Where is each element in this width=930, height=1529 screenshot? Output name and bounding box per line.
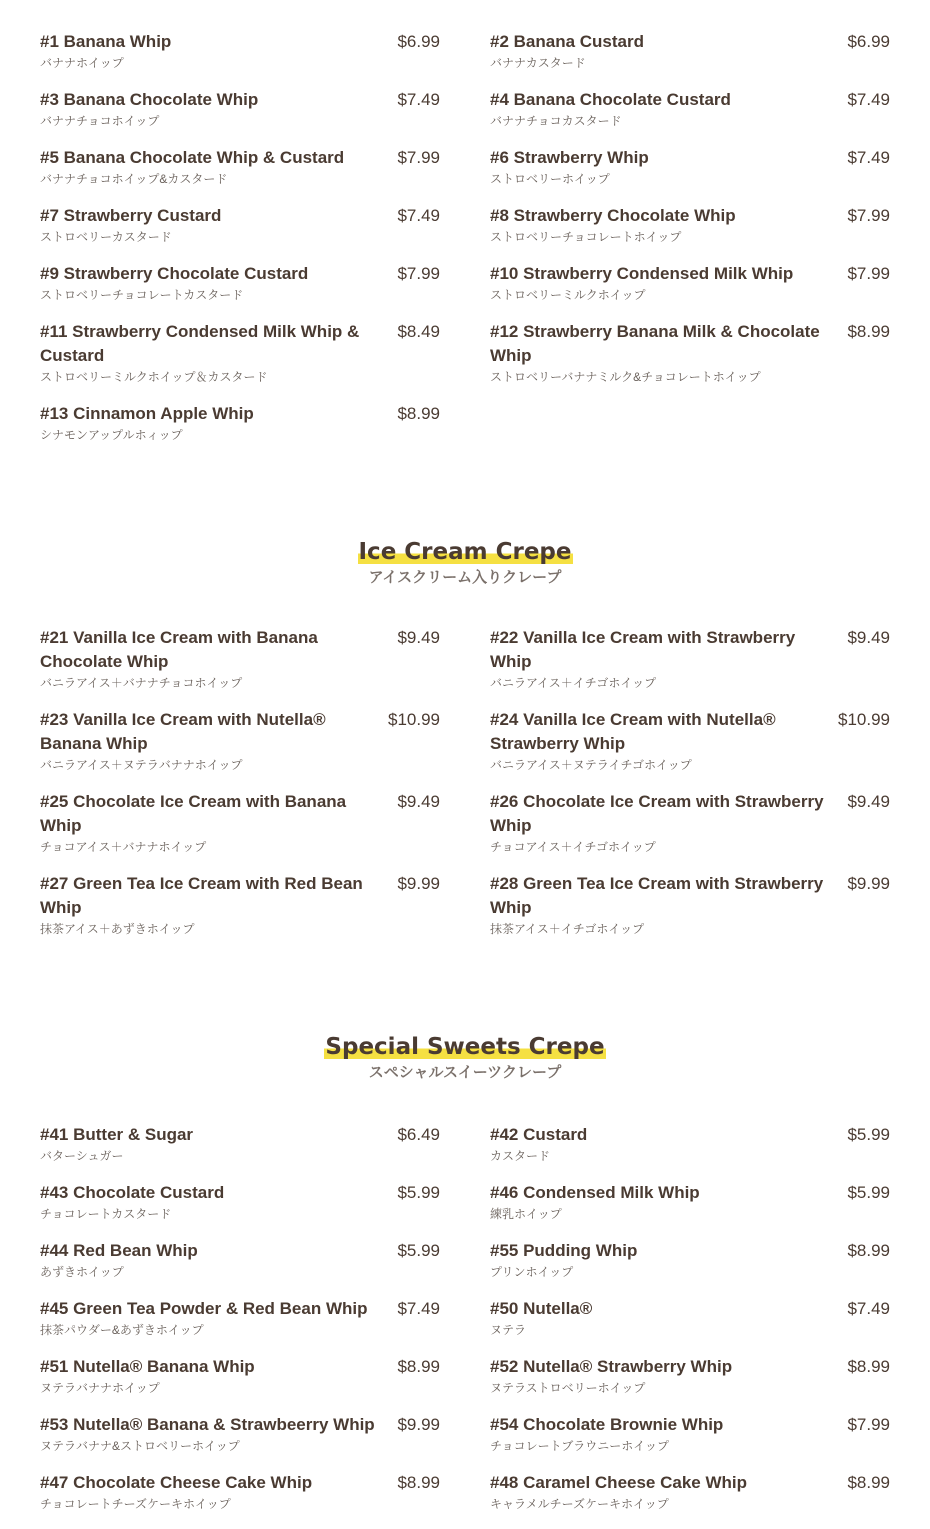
item-price: $9.49 bbox=[397, 792, 440, 811]
menu-item[interactable] bbox=[490, 262, 890, 320]
menu-item[interactable] bbox=[490, 1181, 890, 1239]
item-name: #13 Cinnamon Apple Whip bbox=[40, 404, 254, 423]
item-japanese-name: ストロベリーミルクホイップ bbox=[490, 288, 646, 302]
item-name: #27 Green Tea Ice Cream with Red Bean Whip bbox=[40, 874, 363, 917]
menu-item[interactable] bbox=[40, 626, 440, 708]
item-price: $8.99 bbox=[847, 1241, 890, 1260]
item-price: $9.49 bbox=[847, 792, 890, 811]
item-name: #25 Chocolate Ice Cream with Banana Whip bbox=[40, 792, 347, 835]
menu-item[interactable] bbox=[40, 320, 440, 402]
item-name: #54 Chocolate Brownie Whip bbox=[490, 1415, 724, 1434]
item-japanese-name: バナナホイップ bbox=[40, 56, 124, 70]
item-name: #23 Vanilla Ice Cream with Nutella® Banana Whip bbox=[40, 710, 326, 753]
item-price: $8.99 bbox=[847, 1473, 890, 1492]
item-japanese-name: バナナチョコホイップ bbox=[40, 114, 160, 128]
item-japanese-name: バニラアイス＋バナナチョコホイップ bbox=[40, 676, 243, 690]
menu-item[interactable] bbox=[490, 320, 890, 402]
menu-item[interactable] bbox=[490, 1355, 890, 1413]
menu-item[interactable] bbox=[490, 626, 890, 708]
item-price: $5.99 bbox=[847, 1183, 890, 1202]
item-japanese-name: バナナチョコカスタード bbox=[490, 114, 622, 128]
section-subtitle: スペシャルスイーツクレープ bbox=[368, 1064, 562, 1081]
item-japanese-name: バナナチョコホイップ&カスタード bbox=[40, 172, 228, 186]
item-japanese-name: チョコアイス＋バナナホイップ bbox=[40, 840, 207, 854]
item-price: $7.99 bbox=[847, 206, 890, 225]
menu-item[interactable] bbox=[40, 146, 440, 204]
item-japanese-name: ストロベリーバナナミルク&チョコレートホイップ bbox=[490, 370, 761, 384]
menu-item[interactable] bbox=[490, 30, 890, 88]
item-name: #1 Banana Whip bbox=[40, 32, 172, 51]
menu-item[interactable] bbox=[490, 1239, 890, 1297]
item-japanese-name: プリンホイップ bbox=[490, 1265, 574, 1279]
item-name: #28 Green Tea Ice Cream with Strawberry Whip bbox=[490, 874, 824, 917]
menu-item[interactable] bbox=[490, 872, 890, 954]
item-japanese-name: ストロベリーミルクホイップ＆カスタード bbox=[40, 370, 268, 384]
menu-item[interactable] bbox=[490, 790, 890, 872]
item-price: $7.99 bbox=[847, 1415, 890, 1434]
item-japanese-name: あずきホイップ bbox=[40, 1265, 124, 1279]
item-japanese-name: チョコアイス＋イチゴホイップ bbox=[490, 840, 656, 854]
item-japanese-name: ヌテラストロベリーホイップ bbox=[490, 1381, 646, 1395]
item-japanese-name: バナナカスタード bbox=[490, 56, 586, 70]
menu-item[interactable] bbox=[40, 1297, 440, 1355]
item-japanese-name: 練乳ホイップ bbox=[490, 1207, 562, 1221]
section-title: Ice Cream Crepe bbox=[358, 539, 572, 565]
item-japanese-name: ストロベリーチョコレートカスタード bbox=[40, 288, 244, 302]
menu-item[interactable] bbox=[40, 402, 440, 460]
item-name: #52 Nutella® Strawberry Whip bbox=[490, 1357, 733, 1376]
item-japanese-name: ストロベリーカスタード bbox=[40, 230, 172, 244]
item-japanese-name: バニラアイス＋ヌテラバナナホイップ bbox=[40, 758, 243, 772]
item-price: $5.99 bbox=[397, 1241, 440, 1260]
item-price: $9.99 bbox=[847, 874, 890, 893]
menu-item[interactable] bbox=[40, 708, 440, 790]
item-price: $7.99 bbox=[397, 264, 440, 283]
item-price: $8.99 bbox=[397, 404, 440, 423]
item-name: #55 Pudding Whip bbox=[490, 1241, 638, 1260]
menu-item[interactable] bbox=[490, 146, 890, 204]
item-name: #4 Banana Chocolate Custard bbox=[490, 90, 731, 109]
item-name: #5 Banana Chocolate Whip & Custard bbox=[40, 148, 345, 167]
item-japanese-name: バニラアイス＋ヌテライチゴホイップ bbox=[490, 758, 692, 772]
whip-crepe-menu bbox=[40, 30, 890, 460]
menu-item[interactable] bbox=[490, 88, 890, 146]
item-name: #11 Strawberry Condensed Milk Whip & Custard bbox=[40, 322, 360, 365]
item-name: #46 Condensed Milk Whip bbox=[490, 1183, 700, 1202]
menu-item[interactable] bbox=[490, 1471, 890, 1529]
item-price: $9.99 bbox=[397, 1415, 440, 1434]
item-price: $7.99 bbox=[847, 264, 890, 283]
menu-item[interactable] bbox=[40, 1123, 440, 1181]
item-name: #6 Strawberry Whip bbox=[490, 148, 649, 167]
item-japanese-name: 抹茶アイス＋あずきホイップ bbox=[40, 922, 195, 936]
item-name: #22 Vanilla Ice Cream with Strawberry Whip bbox=[490, 628, 796, 671]
item-japanese-name: バターシュガー bbox=[40, 1149, 124, 1163]
ice-cream-crepe-header bbox=[0, 538, 930, 588]
item-name: #3 Banana Chocolate Whip bbox=[40, 90, 259, 109]
item-name: #7 Strawberry Custard bbox=[40, 206, 222, 225]
menu-item[interactable] bbox=[490, 1297, 890, 1355]
item-name: #43 Chocolate Custard bbox=[40, 1183, 225, 1202]
menu-item[interactable] bbox=[490, 708, 890, 790]
menu-item[interactable] bbox=[40, 1239, 440, 1297]
item-name: #12 Strawberry Banana Milk & Chocolate Whip bbox=[490, 322, 820, 365]
item-price: $9.99 bbox=[397, 874, 440, 893]
section-title: Special Sweets Crepe bbox=[325, 1034, 605, 1060]
item-price: $6.49 bbox=[397, 1125, 440, 1144]
item-japanese-name: カスタード bbox=[490, 1149, 551, 1163]
item-japanese-name: ヌテラ bbox=[490, 1323, 527, 1337]
menu-item[interactable] bbox=[40, 1181, 440, 1239]
item-name: #53 Nutella® Banana & Strawbeerry Whip bbox=[40, 1415, 375, 1434]
item-name: #10 Strawberry Condensed Milk Whip bbox=[490, 264, 794, 283]
item-price: $10.99 bbox=[838, 710, 890, 729]
menu-item[interactable] bbox=[40, 88, 440, 146]
item-price: $7.49 bbox=[397, 206, 440, 225]
ice-cream-crepe-menu bbox=[40, 626, 890, 954]
menu-item[interactable] bbox=[40, 1413, 440, 1471]
item-japanese-name: シナモンアップルホィップ bbox=[40, 428, 183, 442]
menu-item[interactable] bbox=[490, 1123, 890, 1181]
menu-item[interactable] bbox=[40, 1471, 440, 1529]
item-name: #45 Green Tea Powder & Red Bean Whip bbox=[40, 1299, 368, 1318]
section-subtitle: アイスクリーム入りクレープ bbox=[368, 569, 562, 586]
item-price: $7.49 bbox=[847, 1299, 890, 1318]
item-price: $8.49 bbox=[397, 322, 440, 341]
item-price: $9.49 bbox=[847, 628, 890, 647]
item-price: $8.99 bbox=[397, 1357, 440, 1376]
item-price: $7.49 bbox=[847, 90, 890, 109]
item-japanese-name: 抹茶アイス＋イチゴホイップ bbox=[490, 922, 645, 936]
item-japanese-name: チョコレートカスタード bbox=[40, 1207, 172, 1221]
item-japanese-name: ヌテラバナナホイップ bbox=[40, 1381, 160, 1395]
menu-item[interactable] bbox=[490, 1413, 890, 1471]
item-price: $8.99 bbox=[847, 1357, 890, 1376]
item-name: #47 Chocolate Cheese Cake Whip bbox=[40, 1473, 313, 1492]
item-japanese-name: 抹茶パウダー&あずきホイップ bbox=[40, 1323, 204, 1337]
item-name: #51 Nutella® Banana Whip bbox=[40, 1357, 255, 1376]
item-name: #42 Custard bbox=[490, 1125, 588, 1144]
item-price: $5.99 bbox=[397, 1183, 440, 1202]
item-price: $6.99 bbox=[397, 32, 440, 51]
item-name: #8 Strawberry Chocolate Whip bbox=[490, 206, 736, 225]
menu-item[interactable] bbox=[490, 204, 890, 262]
special-sweets-crepe-menu bbox=[40, 1123, 890, 1529]
menu-item[interactable] bbox=[40, 204, 440, 262]
item-japanese-name: キャラメルチーズケーキホイップ bbox=[490, 1497, 669, 1511]
item-name: #21 Vanilla Ice Cream with Banana Chocolate Whip bbox=[40, 628, 318, 671]
item-price: $7.49 bbox=[847, 148, 890, 167]
item-name: #26 Chocolate Ice Cream with Strawberry Whip bbox=[490, 792, 824, 835]
item-japanese-name: バニラアイス＋イチゴホイップ bbox=[490, 676, 657, 690]
item-japanese-name: チョコレートブラウニーホイップ bbox=[490, 1439, 670, 1453]
item-name: #41 Butter & Sugar bbox=[40, 1125, 194, 1144]
item-japanese-name: ヌテラバナナ&ストロベリーホイップ bbox=[40, 1439, 240, 1453]
menu-item[interactable] bbox=[40, 262, 440, 320]
item-price: $5.99 bbox=[847, 1125, 890, 1144]
item-price: $8.99 bbox=[397, 1473, 440, 1492]
item-japanese-name: チョコレートチーズケーキホイップ bbox=[40, 1497, 231, 1511]
item-japanese-name: ストロベリーチョコレートホイップ bbox=[490, 230, 682, 244]
item-price: $7.49 bbox=[397, 90, 440, 109]
menu-item[interactable] bbox=[40, 1355, 440, 1413]
special-sweets-crepe-header bbox=[0, 1033, 930, 1083]
menu-item[interactable] bbox=[40, 790, 440, 872]
item-price: $8.99 bbox=[847, 322, 890, 341]
item-japanese-name: ストロベリーホイップ bbox=[490, 172, 610, 186]
menu-item[interactable] bbox=[40, 872, 440, 954]
item-name: #2 Banana Custard bbox=[490, 32, 644, 51]
item-name: #50 Nutella® bbox=[490, 1299, 593, 1318]
item-price: $10.99 bbox=[388, 710, 440, 729]
item-name: #44 Red Bean Whip bbox=[40, 1241, 198, 1260]
item-price: $7.99 bbox=[397, 148, 440, 167]
item-price: $7.49 bbox=[397, 1299, 440, 1318]
menu-item[interactable] bbox=[40, 30, 440, 88]
item-name: #24 Vanilla Ice Cream with Nutella® Strawberry Whip bbox=[490, 710, 776, 753]
item-name: #9 Strawberry Chocolate Custard bbox=[40, 264, 309, 283]
item-price: $9.49 bbox=[397, 628, 440, 647]
item-price: $6.99 bbox=[847, 32, 890, 51]
item-name: #48 Caramel Cheese Cake Whip bbox=[490, 1473, 748, 1492]
